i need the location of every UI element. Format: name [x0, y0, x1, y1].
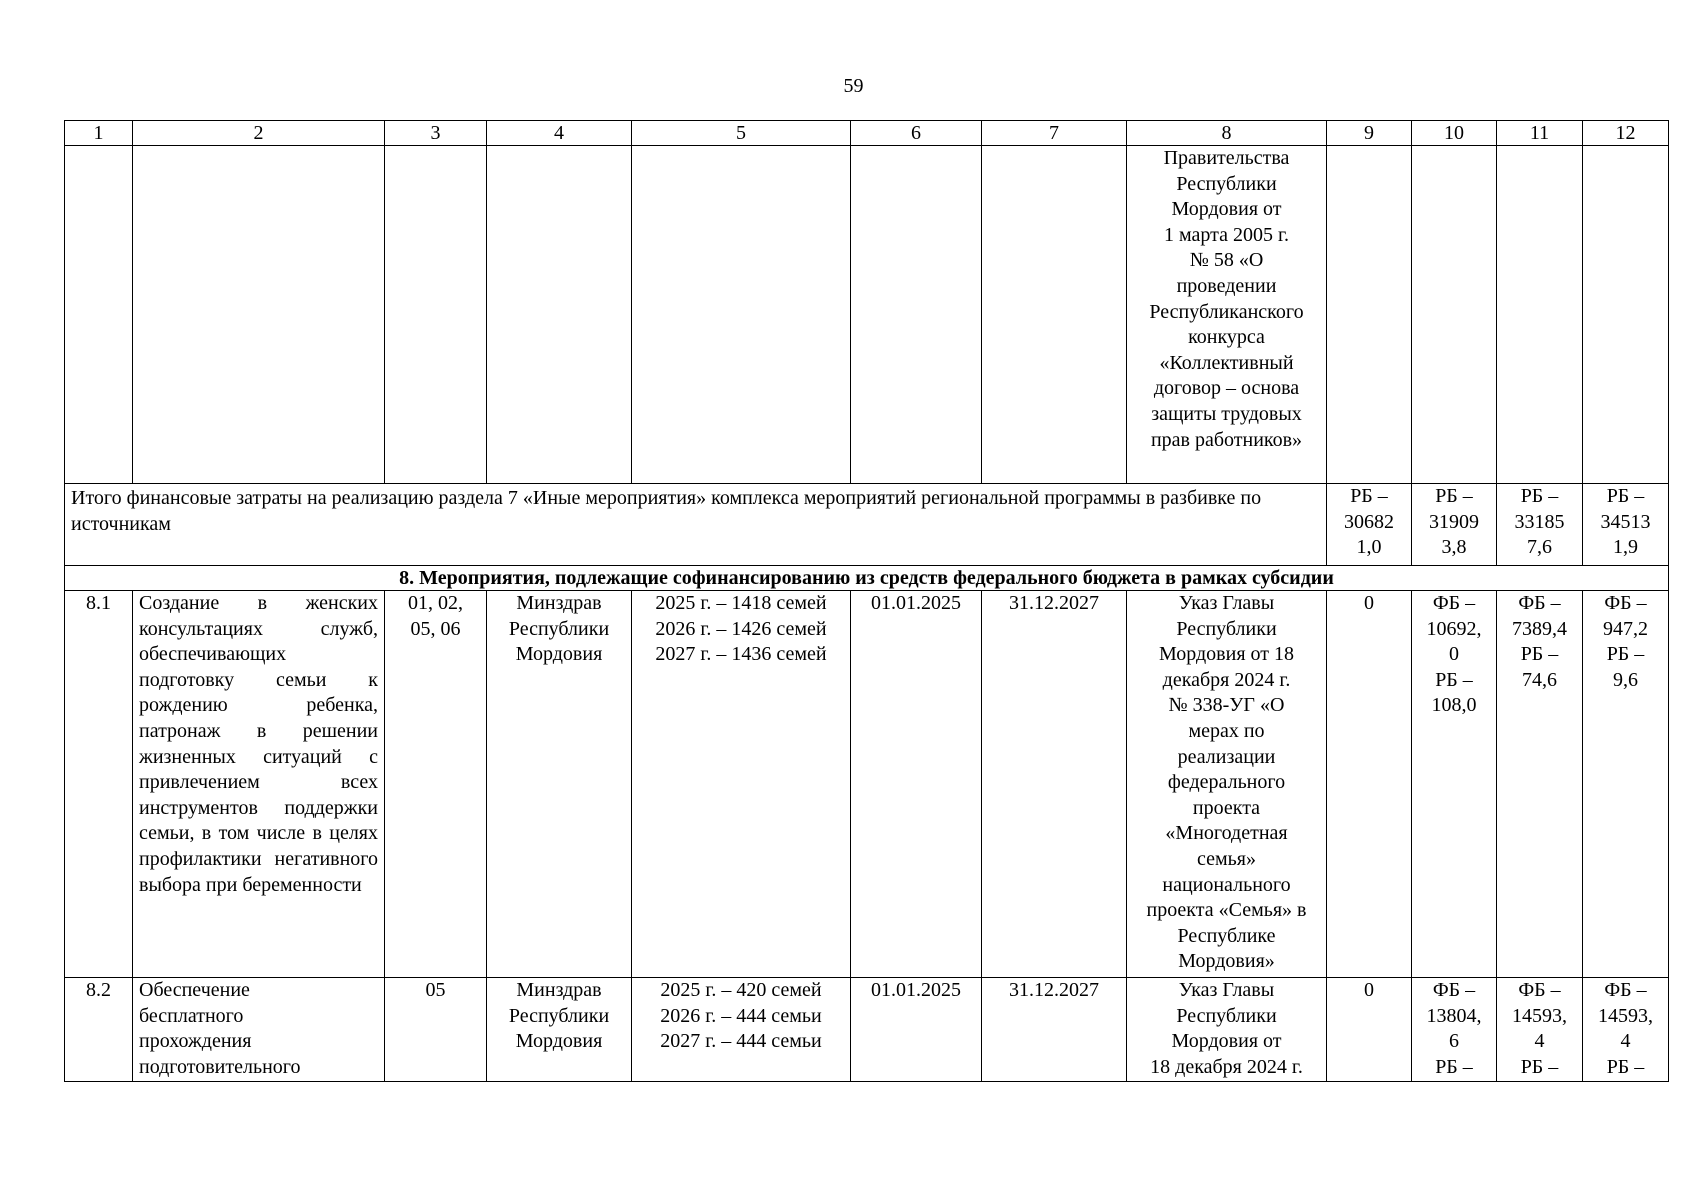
funding-line: РБ –	[1350, 485, 1388, 507]
empty-cell	[65, 146, 133, 484]
funding-line: 4	[1534, 1030, 1545, 1053]
legal-basis-line: Мордовия»	[1178, 950, 1275, 973]
column-number: 3	[385, 121, 487, 146]
measure-name-line: Обеспечение	[139, 979, 250, 1001]
column-number: 9	[1327, 121, 1412, 146]
legal-basis-line: Мордовия от	[1171, 198, 1282, 221]
legal-basis-line: Правительства	[1163, 147, 1290, 169]
legal-basis-line: № 338-УГ «О	[1168, 694, 1285, 717]
legal-basis-cell	[1127, 978, 1327, 1082]
funding-line: 34513	[1600, 510, 1651, 533]
code-line: 01, 02,	[408, 592, 463, 614]
funding-line: 14593,	[1598, 1004, 1653, 1027]
funding-line: ФБ –	[1518, 592, 1561, 614]
column-number: 7	[982, 121, 1127, 146]
funding-line: ФБ –	[1432, 979, 1476, 1001]
funding-line: 31909	[1429, 510, 1479, 533]
funding-line: 30682	[1344, 510, 1394, 533]
funding-line: РБ –	[1520, 1055, 1559, 1078]
funding-line: 108,0	[1431, 694, 1477, 717]
funding-cell	[1327, 484, 1412, 566]
legal-basis-line: проекта	[1192, 796, 1261, 819]
funding-line: РБ –	[1435, 485, 1473, 507]
legal-basis-line: конкурса	[1188, 326, 1265, 349]
funding-line: 7,6	[1527, 536, 1552, 559]
indicator-cell	[632, 978, 851, 1082]
start-date: 01.01.2025	[851, 978, 982, 1082]
legal-basis-line: Республиканского	[1149, 300, 1304, 323]
funding-line: 3,8	[1441, 536, 1467, 559]
funding-cell	[1583, 484, 1669, 566]
empty-cell	[851, 146, 982, 484]
funding-line: 1,0	[1356, 536, 1382, 559]
legal-basis-line: защиты трудовых	[1151, 402, 1302, 425]
empty-cell	[385, 146, 487, 484]
measure-name	[133, 978, 385, 1082]
legal-basis-line: федерального	[1167, 771, 1286, 794]
legal-basis-line: Республики	[1176, 617, 1277, 640]
program-table	[64, 120, 1669, 1082]
legal-basis-line: Республики	[1176, 172, 1277, 195]
funding-line: 13804,	[1426, 1004, 1482, 1027]
section-title: 8. Мероприятия, подлежащие софинансированию из средств федерального бюджета в рамках субсидии	[65, 566, 1669, 591]
legal-basis-cell	[1127, 591, 1327, 978]
legal-basis-line: национального	[1162, 873, 1291, 896]
empty-cell	[632, 146, 851, 484]
funding-line: ФБ –	[1518, 979, 1561, 1001]
indicator-cell	[632, 591, 851, 978]
legal-basis-line: Мордовия от 18	[1158, 643, 1295, 666]
legal-basis-line: проекта «Семья» в	[1146, 899, 1307, 922]
empty-cell	[982, 146, 1127, 484]
legal-basis-cell	[1127, 146, 1327, 484]
funding-line: 14593,	[1512, 1004, 1567, 1027]
page-number: 59	[843, 75, 864, 97]
continuation-row	[65, 146, 1669, 484]
empty-cell	[133, 146, 385, 484]
column-number: 11	[1497, 121, 1583, 146]
funding-line: 0	[1449, 643, 1459, 666]
indicator-line: 2027 г. – 1436 семей	[655, 643, 827, 666]
column-number: 2	[133, 121, 385, 146]
legal-basis-line: «Многодетная	[1165, 822, 1288, 845]
funding-line: 33185	[1514, 510, 1565, 533]
column-number: 5	[632, 121, 851, 146]
code-line: 05	[425, 979, 446, 1001]
indicator-line: 2026 г. – 444 семьи	[660, 1004, 822, 1027]
funding-line: 10692,	[1426, 617, 1482, 640]
funding-cell	[1497, 978, 1583, 1082]
executor-line: Республики	[508, 1004, 610, 1027]
code-cell	[385, 978, 487, 1082]
legal-basis-line: прав работников»	[1150, 428, 1303, 451]
funding-line: 7389,4	[1512, 617, 1567, 640]
funding-line: 1,9	[1613, 536, 1638, 559]
measure-name-line: бесплатного	[139, 1004, 244, 1027]
column-number: 12	[1583, 121, 1669, 146]
column-number: 6	[851, 121, 982, 146]
funding-line: 6	[1449, 1030, 1459, 1053]
legal-basis-line: декабря 2024 г.	[1162, 668, 1291, 691]
row-number: 8.2	[65, 978, 133, 1082]
executor-line: Мордовия	[515, 643, 603, 666]
legal-basis-line: Указ Главы	[1178, 979, 1275, 1001]
funding-line: 947,2	[1603, 617, 1648, 640]
legal-basis-line: Республики	[1176, 1004, 1277, 1027]
legal-basis-line: 1 марта 2005 г.	[1164, 223, 1289, 246]
legal-basis-line: «Коллективный	[1159, 351, 1294, 374]
funding-line: 74,6	[1522, 668, 1557, 691]
code-cell	[385, 591, 487, 978]
funding-line: РБ –	[1606, 643, 1645, 666]
indicator-line: 2027 г. – 444 семьи	[660, 1030, 822, 1053]
legal-basis-line: № 58 «О	[1189, 249, 1264, 272]
section-header-row	[65, 566, 1669, 591]
indicator-line: 2025 г. – 1418 семей	[655, 592, 827, 614]
legal-basis-line: семья»	[1197, 847, 1256, 870]
funding-cell	[1583, 978, 1669, 1082]
legal-basis-line: Республике	[1177, 924, 1276, 947]
funding-cell: 0	[1327, 978, 1412, 1082]
row-number: 8.1	[65, 591, 133, 978]
funding-cell	[1412, 591, 1497, 978]
empty-cell	[1497, 146, 1583, 484]
code-line: 05, 06	[410, 617, 461, 640]
funding-line: 9,6	[1613, 668, 1638, 691]
empty-cell	[1412, 146, 1497, 484]
start-date: 01.01.2025	[851, 591, 982, 978]
executor-cell	[487, 591, 632, 978]
legal-basis-line: мерах по	[1188, 719, 1265, 742]
funding-line: ФБ –	[1604, 979, 1647, 1001]
legal-basis-line: реализации	[1177, 745, 1276, 768]
empty-cell	[487, 146, 632, 484]
table-row	[65, 591, 1669, 978]
funding-cell	[1497, 484, 1583, 566]
funding-cell	[1412, 978, 1497, 1082]
legal-basis-line: Мордовия от	[1171, 1030, 1282, 1053]
funding-line: ФБ –	[1604, 592, 1647, 614]
executor-line: Республики	[508, 617, 610, 640]
legal-basis-line: 18 декабря 2024 г.	[1150, 1055, 1303, 1078]
executor-line: Минздрав	[516, 592, 602, 614]
executor-cell	[487, 978, 632, 1082]
column-number: 10	[1412, 121, 1497, 146]
funding-cell	[1412, 484, 1497, 566]
column-number: 4	[487, 121, 632, 146]
funding-line: ФБ –	[1432, 592, 1476, 614]
legal-basis-line: проведении	[1176, 274, 1277, 297]
measure-name-line: прохождения	[139, 1030, 252, 1053]
funding-cell: 0	[1327, 591, 1412, 978]
total-label: Итого финансовые затраты на реализацию раздела 7 «Иные мероприятия» комплекса мероприятий региональной программы в разбивке по источникам	[65, 484, 1327, 566]
funding-line: РБ –	[1520, 485, 1559, 507]
column-number: 8	[1127, 121, 1327, 146]
end-date: 31.12.2027	[982, 591, 1127, 978]
funding-cell	[1583, 591, 1669, 978]
column-number: 1	[65, 121, 133, 146]
funding-line: РБ –	[1520, 643, 1559, 666]
executor-line: Минздрав	[516, 979, 602, 1001]
table-row	[65, 978, 1669, 1082]
funding-line: 4	[1620, 1030, 1631, 1053]
indicator-line: 2025 г. – 420 семей	[660, 979, 822, 1001]
column-number-row	[65, 121, 1669, 146]
indicator-line: 2026 г. – 1426 семей	[655, 617, 827, 640]
funding-line: РБ –	[1606, 485, 1645, 507]
measure-name-line: подготовительного	[139, 1055, 301, 1078]
funding-cell	[1497, 591, 1583, 978]
funding-line: РБ –	[1606, 1055, 1645, 1078]
executor-line: Мордовия	[515, 1030, 603, 1053]
total-row	[65, 484, 1669, 566]
end-date: 31.12.2027	[982, 978, 1127, 1082]
legal-basis-line: договор – основа	[1153, 377, 1300, 400]
measure-name: Создание в женских консультациях служб, обеспечивающих подготовку семьи к рождению ребенка, патронаж в решении жизненных ситуаций с привлечением всех инструментов поддержки семьи, в том числе в целях профилактики негативного выбора при беременности	[133, 591, 385, 978]
funding-line: РБ –	[1435, 668, 1473, 691]
funding-line: РБ –	[1435, 1055, 1473, 1078]
empty-cell	[1583, 146, 1669, 484]
empty-cell	[1327, 146, 1412, 484]
legal-basis-line: Указ Главы	[1178, 592, 1275, 614]
